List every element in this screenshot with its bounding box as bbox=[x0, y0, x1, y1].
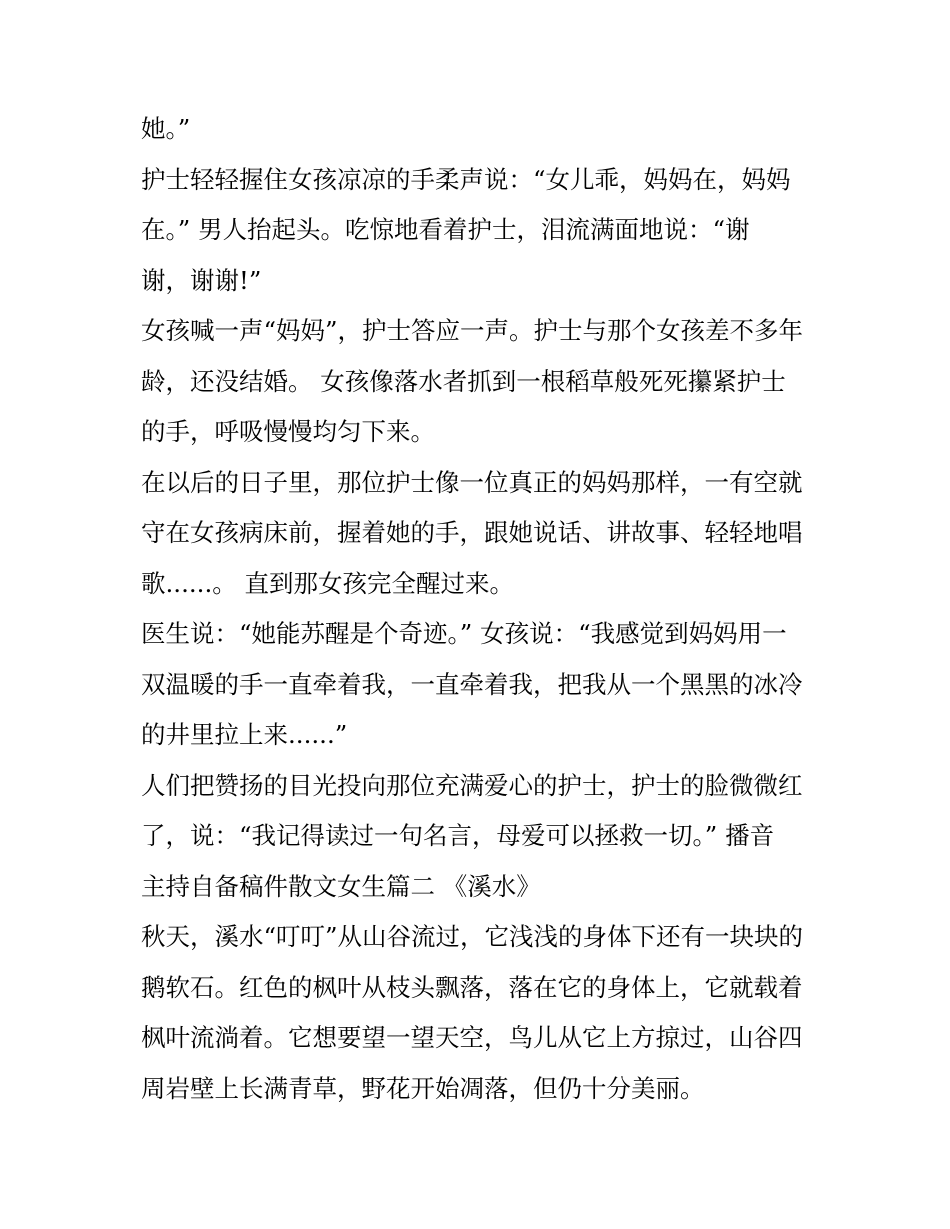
text-line: 的井里拉上来......” bbox=[141, 720, 348, 749]
text-line: 护士轻轻握住女孩凉凉的手柔声说：“女儿乖，妈妈在，妈妈 bbox=[141, 164, 791, 194]
text-line: 她。” bbox=[141, 114, 191, 143]
text-line: 周岩壁上长满青草，野花开始凋落，但仍十分美丽。 bbox=[141, 1073, 705, 1103]
text-line: 龄，还没结婚。 女孩像落水者抓到一根稻草般死死攥紧护士 bbox=[141, 366, 786, 396]
text-line: 枫叶流淌着。它想要望一望天空，鸟儿从它上方掠过，山谷四 bbox=[141, 1023, 803, 1052]
text-line: 秋天，溪水“叮叮”从山谷流过，它浅浅的身体下还有一块块的 bbox=[141, 922, 804, 951]
text-line: 鹅软石。红色的枫叶从枝头飘落，落在它的身体上，它就载着 bbox=[141, 972, 803, 1002]
text-line: 人们把赞扬的目光投向那位充满爱心的护士，护士的脸微微红 bbox=[141, 770, 803, 800]
text-line: 了，说：“我记得读过一句名言，母爱可以拯救一切。” 播音 bbox=[141, 821, 775, 850]
text-line: 女孩喊一声“妈妈”，护士答应一声。护士与那个女孩差不多年 bbox=[141, 316, 804, 345]
text-line: 守在女孩病床前，握着她的手，跟她说话、讲故事、轻轻地唱 bbox=[141, 518, 803, 547]
text-line: 在。” 男人抬起头。吃惊地看着护士，泪流满面地说：“谢 bbox=[141, 215, 750, 244]
section-heading-line: 主持自备稿件散文女生篇二 《溪水》 bbox=[141, 871, 541, 901]
text-line: 医生说：“她能苏醒是个奇迹。” 女孩说：“我感觉到妈妈用一 bbox=[141, 619, 787, 648]
body-text bbox=[141, 104, 831, 1114]
text-line: 在以后的日子里，那位护士像一位真正的妈妈那样，一有空就 bbox=[141, 467, 803, 497]
text-line: 的手，呼吸慢慢均匀下来。 bbox=[141, 417, 435, 446]
text-line: 歌......。 直到那女孩完全醒过来。 bbox=[141, 568, 515, 598]
text-line: 谢，谢谢!” bbox=[141, 265, 262, 295]
text-line: 双温暖的手一直牵着我，一直牵着我，把我从一个黑黑的冰冷 bbox=[141, 669, 803, 699]
